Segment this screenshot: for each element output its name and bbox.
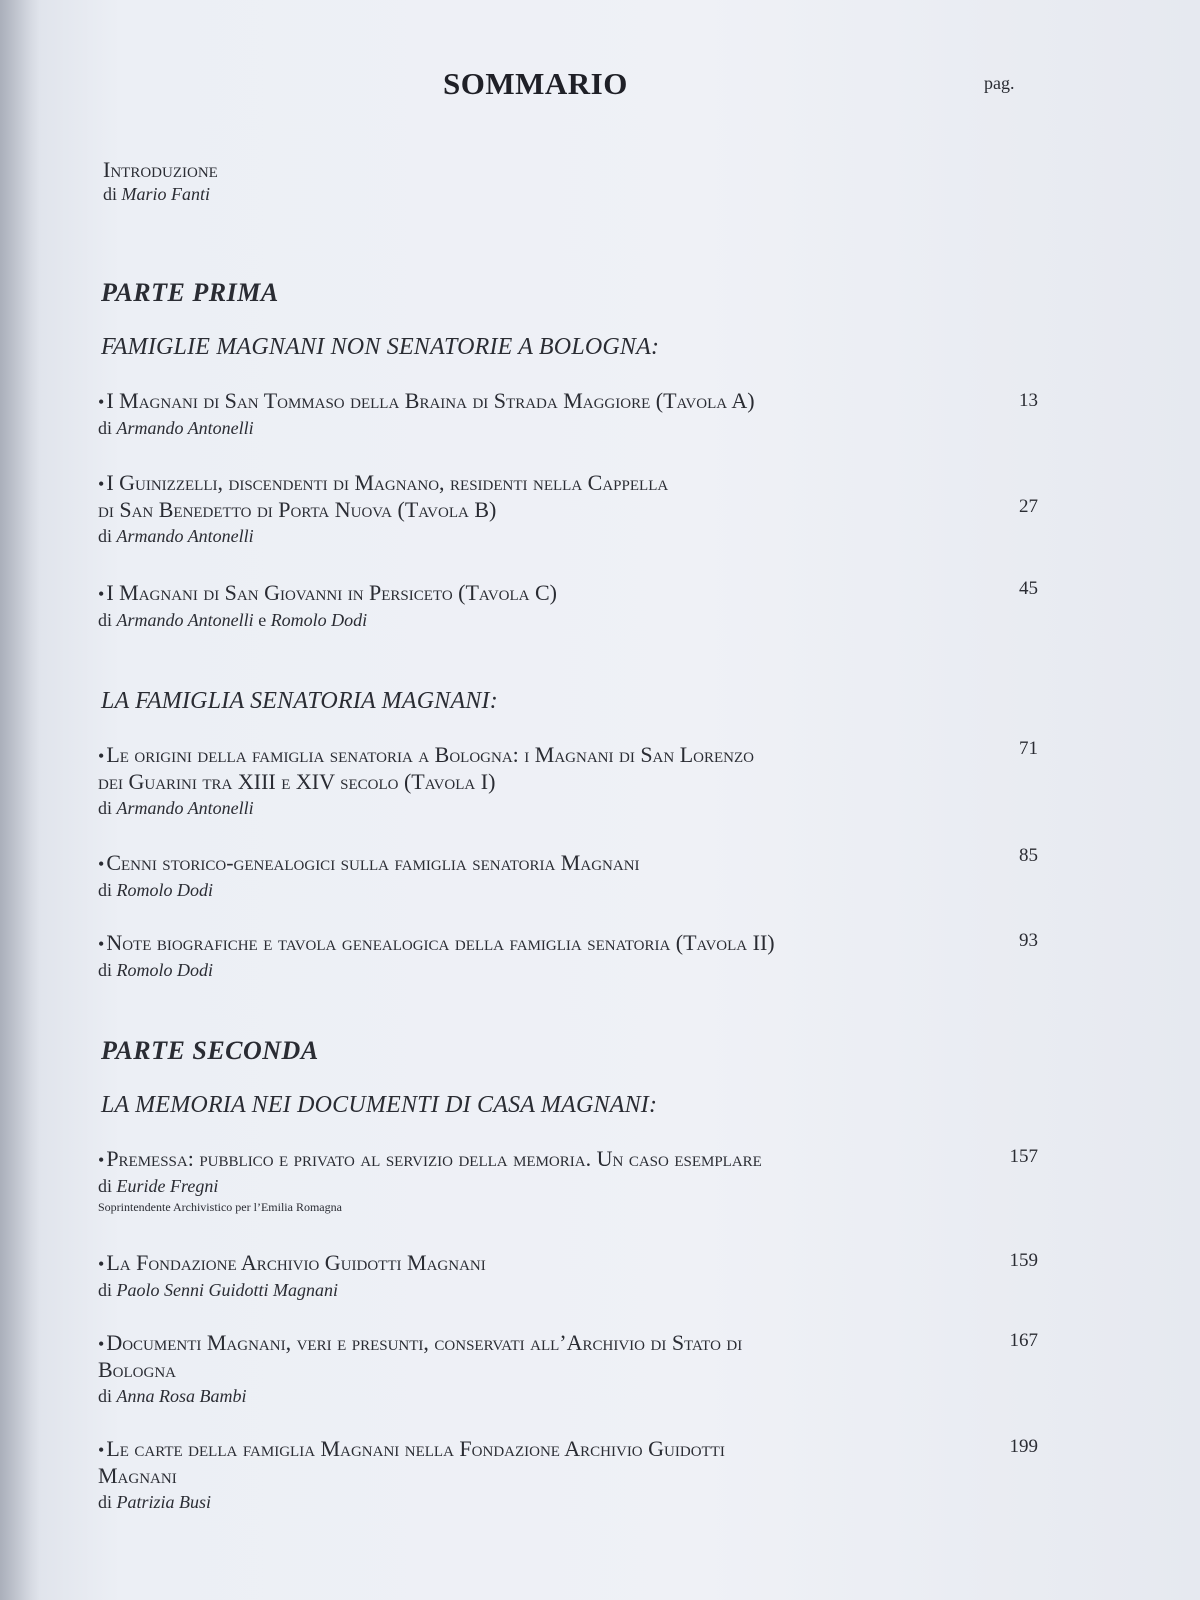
part-two-heading: PARTE SECONDA [101, 1036, 319, 1065]
author-name: Patrizia Busi [116, 1492, 212, 1512]
entry-title [98, 1146, 948, 1173]
intro-label: Introduzione [103, 157, 218, 182]
entry-title-line: di San Benedetto di Porta Nuova (Tavola B) [98, 497, 497, 522]
page-number: 71 [1019, 738, 1038, 759]
by-word: di [98, 1492, 113, 1512]
intro-entry [103, 157, 218, 205]
part-one-heading: PARTE PRIMA [101, 278, 279, 307]
entry-title-line: I Magnani di San Tommaso della Braina di Strada Maggiore (Tavola A) [106, 388, 755, 413]
entry-author-line [98, 607, 948, 633]
bullet-icon: • [98, 392, 105, 412]
entry-title [98, 1330, 948, 1357]
page-number: 27 [1019, 496, 1038, 517]
author-name: Paolo Senni Guidotti Magnani [116, 1280, 338, 1300]
toc-entry [98, 1436, 948, 1515]
entry-title-line: Documenti Magnani, veri e presunti, conservati all’Archivio di Stato di [106, 1330, 743, 1355]
conjunction: e [258, 610, 267, 630]
page-number: 159 [1009, 1250, 1038, 1271]
intro-author-line [103, 183, 218, 205]
bullet-icon: • [98, 934, 105, 954]
entry-title [98, 1250, 948, 1277]
bullet-icon: • [98, 746, 105, 766]
section-heading-memory: LA MEMORIA NEI DOCUMENTI DI CASA MAGNANI: [101, 1092, 658, 1118]
toc-entry [98, 1146, 948, 1215]
author-name: Mario Fanti [121, 184, 211, 204]
entry-title [98, 1436, 948, 1463]
page-column-label: pag. [984, 73, 1015, 93]
toc-entry [98, 1250, 948, 1303]
entry-author-line [98, 415, 948, 441]
entry-title-line: I Magnani di San Giovanni in Persiceto (Tavola C) [106, 580, 557, 605]
entry-title [98, 470, 948, 497]
entry-title-line: Premessa: pubblico e privato al servizio della memoria. Un caso esemplare [106, 1146, 762, 1171]
by-word: di [98, 1176, 113, 1196]
author-name: Armando Antonelli [116, 418, 254, 438]
page-number: 45 [1019, 578, 1038, 599]
entry-title [98, 930, 948, 957]
entry-author-line [98, 1489, 948, 1515]
bullet-icon: • [98, 1150, 105, 1170]
entry-author-line [98, 1383, 948, 1409]
entry-author-line [98, 1173, 948, 1199]
author-name: Romolo Dodi [270, 610, 368, 630]
toc-entry [98, 580, 948, 633]
page-number: 167 [1009, 1330, 1038, 1351]
entry-title-line: Magnani [98, 1463, 177, 1488]
page-number: 93 [1019, 930, 1038, 951]
author-name: Euride Fregni [116, 1176, 219, 1196]
bullet-icon: • [98, 584, 105, 604]
author-name: Romolo Dodi [116, 880, 214, 900]
author-affiliation: Soprintendente Archivistico per l’Emilia Romagna [98, 1200, 342, 1214]
by-word: di [98, 526, 113, 546]
entry-title-line: I Guinizzelli, discendenti di Magnano, residenti nella Cappella [106, 470, 669, 495]
toc-entry [98, 388, 948, 441]
entry-title-line: Bologna [98, 1357, 176, 1382]
bullet-icon: • [98, 1334, 105, 1354]
page-number: 13 [1019, 390, 1038, 411]
by-word: di [98, 960, 113, 980]
by-word: di [98, 1280, 113, 1300]
entry-author-line [98, 957, 948, 983]
author-name: Anna Rosa Bambi [116, 1386, 247, 1406]
bullet-icon: • [98, 1254, 105, 1274]
entry-title [98, 580, 948, 607]
by-word: di [98, 880, 113, 900]
entry-author-line [98, 795, 948, 821]
entry-author-line [98, 523, 948, 549]
entry-author-line [98, 877, 948, 903]
by-word: di [98, 798, 113, 818]
section-heading-non-senatorial: FAMIGLIE MAGNANI NON SENATORIE A BOLOGNA: [101, 334, 660, 360]
by-word: di [98, 610, 113, 630]
section-heading-senatorial: LA FAMIGLIA SENATORIA MAGNANI: [101, 688, 498, 714]
author-name: Armando Antonelli [116, 610, 254, 630]
bullet-icon: • [98, 854, 105, 874]
bullet-icon: • [98, 1440, 105, 1460]
entry-title [98, 850, 948, 877]
author-name: Armando Antonelli [116, 526, 254, 546]
author-name: Romolo Dodi [116, 960, 214, 980]
by-word: di [98, 418, 113, 438]
entry-title-line: La Fondazione Archivio Guidotti Magnani [106, 1250, 486, 1275]
toc-entry [98, 470, 948, 549]
entry-title-line: Le carte della famiglia Magnani nella Fondazione Archivio Guidotti [106, 1436, 725, 1461]
entry-title-line: Cenni storico-genealogici sulla famiglia senatoria Magnani [106, 850, 640, 875]
entry-title [98, 388, 948, 415]
author-name: Armando Antonelli [116, 798, 254, 818]
entry-title [98, 742, 948, 769]
toc-entry [98, 850, 948, 903]
page-gutter-shadow [0, 0, 40, 1600]
page-number: 85 [1019, 845, 1038, 866]
page-number: 199 [1009, 1436, 1038, 1457]
entry-title-line: Le origini della famiglia senatoria a Bologna: i Magnani di San Lorenzo [106, 742, 754, 767]
bullet-icon: • [98, 474, 105, 494]
by-word: di [103, 184, 118, 204]
by-word: di [98, 1386, 113, 1406]
toc-entry [98, 1330, 948, 1409]
entry-title-line: Note biografiche e tavola genealogica della famiglia senatoria (Tavola II) [106, 930, 775, 955]
entry-title-line: dei Guarini tra XIII e XIV secolo (Tavola I) [98, 769, 496, 794]
page-number: 157 [1009, 1146, 1038, 1167]
page-title: SOMMARIO [443, 66, 628, 101]
toc-entry [98, 930, 948, 983]
toc-entry [98, 742, 948, 821]
entry-author-line [98, 1277, 948, 1303]
